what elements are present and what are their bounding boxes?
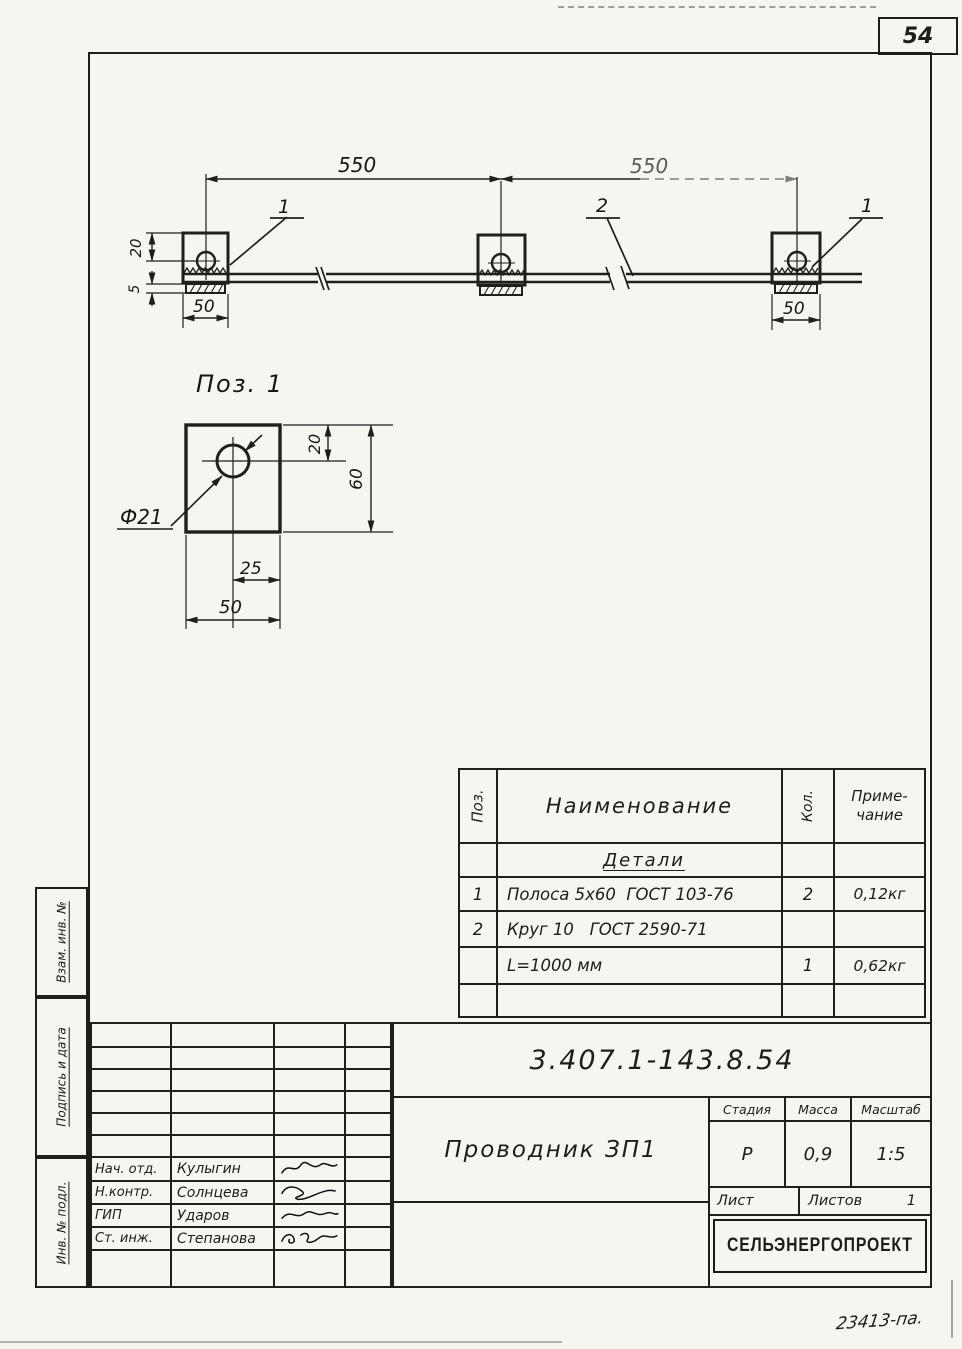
callout-plate-left: 1 bbox=[278, 196, 291, 218]
scale-value: 1:5 bbox=[850, 1122, 930, 1186]
parts-col-name: Наименование bbox=[496, 770, 781, 842]
sheet-number: 54 bbox=[902, 23, 934, 49]
margin-box-podpis-data bbox=[35, 997, 88, 1157]
parts-row-cell: 0,62кг bbox=[833, 946, 924, 983]
parts-row-cell: 0,12кг bbox=[833, 876, 924, 910]
signature-scribble bbox=[273, 1226, 344, 1249]
parts-row-cell bbox=[781, 910, 833, 946]
parts-row-cell: 2 bbox=[781, 876, 833, 910]
callout-rod: 2 bbox=[596, 195, 609, 217]
parts-row-cell: L=1000 мм bbox=[496, 946, 781, 983]
detail-view bbox=[117, 370, 393, 629]
margin-box-inv-podl bbox=[35, 1157, 88, 1288]
organization-box bbox=[713, 1219, 927, 1273]
archive-number-note: 23413-па. bbox=[834, 1308, 925, 1335]
dim-hole-diameter: Ф21 bbox=[120, 505, 163, 529]
parts-table bbox=[458, 768, 926, 1018]
sheets-cell bbox=[798, 1188, 930, 1214]
parts-row-cell: 1 bbox=[460, 876, 496, 910]
parts-row-cell: 1 bbox=[781, 946, 833, 983]
document-number: 3.407.1-143.8.54 bbox=[394, 1024, 930, 1098]
sheet-label: Лист bbox=[717, 1193, 754, 1209]
parts-row-cell: Полоса 5х60 ГОСТ 103-76 bbox=[496, 876, 781, 910]
signature-scribble bbox=[273, 1180, 344, 1203]
dim-thickness: 5 bbox=[127, 284, 143, 294]
dim-plate-width: 50 bbox=[219, 597, 242, 618]
callout-plate-right: 1 bbox=[861, 195, 874, 217]
parts-col-qty: Кол. bbox=[781, 770, 833, 842]
weld-bead bbox=[186, 284, 817, 295]
organization-name: СЕЛЬЭНЕРГОПРОЕКТ bbox=[727, 1235, 913, 1256]
dim-plate-width-left: 50 bbox=[193, 297, 215, 317]
dim-hole-top-offset: 20 bbox=[305, 433, 324, 455]
signature-role: Ст. инж. bbox=[92, 1226, 170, 1249]
title-block-revision-grid bbox=[90, 1022, 392, 1288]
parts-row-cell bbox=[833, 842, 924, 876]
parts-col-note: Приме- чание bbox=[833, 770, 924, 842]
dim-hole-side-offset: 25 bbox=[240, 559, 262, 579]
signature-scribble bbox=[273, 1203, 344, 1226]
parts-row-cell bbox=[833, 983, 924, 1016]
margin-label: Подпись и дата bbox=[54, 1027, 69, 1127]
signature-name: Кулыгин bbox=[170, 1156, 273, 1180]
sheets-label: Листов bbox=[808, 1193, 863, 1209]
assembly-view bbox=[127, 153, 883, 330]
signature-scribble bbox=[273, 1156, 344, 1180]
parts-row-cell: 2 bbox=[460, 910, 496, 946]
parts-row-cell: Детали bbox=[496, 842, 781, 876]
signature-role: ГИП bbox=[92, 1203, 170, 1226]
parts-row-cell bbox=[496, 983, 781, 1016]
parts-row-cell bbox=[781, 983, 833, 1016]
signature-role: Н.контр. bbox=[92, 1180, 170, 1203]
organization-cell bbox=[710, 1216, 930, 1286]
parts-row-cell bbox=[460, 983, 496, 1016]
margin-label: Инв. № подл. bbox=[54, 1181, 69, 1264]
mass-label: Масса bbox=[784, 1098, 850, 1120]
signature-name: Солнцева bbox=[170, 1180, 273, 1203]
stage-label: Стадия bbox=[723, 1101, 771, 1117]
parts-col-pos: Поз. bbox=[468, 789, 487, 823]
sheets-count: 1 bbox=[906, 1193, 916, 1209]
signature-role: Нач. отд. bbox=[92, 1156, 170, 1180]
stage-value: Р bbox=[741, 1143, 753, 1165]
dim-plate-width-right: 50 bbox=[783, 299, 805, 319]
dim-span-right: 550 bbox=[630, 154, 669, 178]
margin-label: Взам. инв. № bbox=[54, 901, 69, 983]
detail-title: Поз. 1 bbox=[196, 370, 285, 398]
parts-row-cell bbox=[833, 910, 924, 946]
product-title: Проводник ЗП1 bbox=[394, 1098, 708, 1203]
dim-span-left: 550 bbox=[338, 153, 377, 177]
parts-row-cell bbox=[781, 842, 833, 876]
signature-name: Степанова bbox=[170, 1226, 273, 1249]
signature-name: Ударов bbox=[170, 1203, 273, 1226]
mass-value: 0,9 bbox=[784, 1122, 850, 1186]
margin-box-vzam-inv bbox=[35, 887, 88, 997]
parts-row-cell bbox=[460, 946, 496, 983]
dim-hole-offset: 20 bbox=[127, 238, 145, 258]
dim-plate-height: 60 bbox=[347, 468, 367, 490]
parts-row-cell: Круг 10 ГОСТ 2590-71 bbox=[496, 910, 781, 946]
scale-label: Масштаб bbox=[850, 1098, 930, 1120]
title-block bbox=[392, 1022, 932, 1288]
parts-row-cell bbox=[460, 842, 496, 876]
